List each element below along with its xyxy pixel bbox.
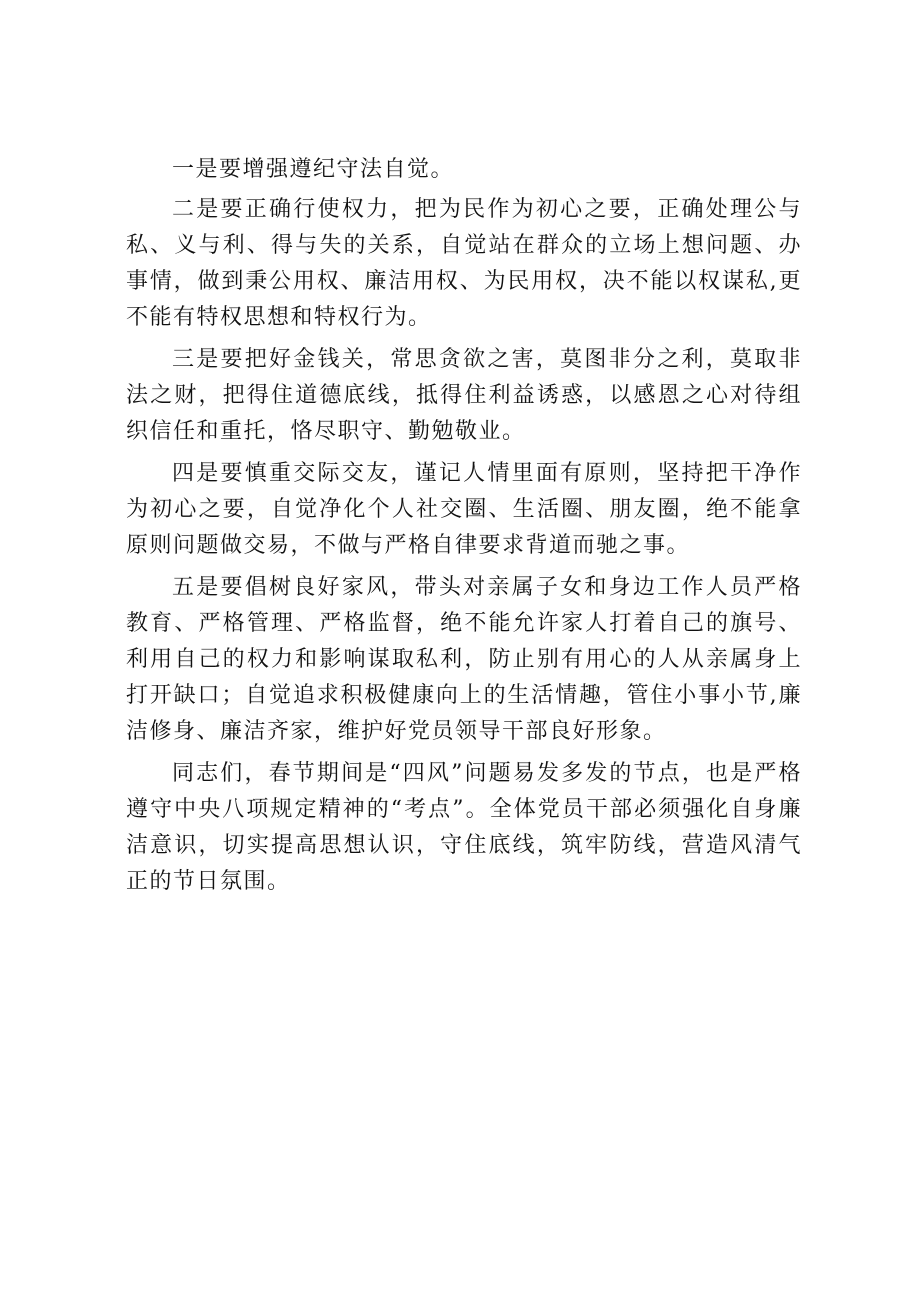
paragraph-6: 同志们，春节期间是“四风”问题易发多发的节点，也是严格遵守中央八项规定精神的“考点”。全体党员干部必须强化自身廉洁意识，切实提高思想认识，守住底线，筑牢防线，营造风清气正的节日氛围。 (126, 761, 802, 894)
paragraph-3: 三是要把好金钱关，常思贪欲之害，莫图非分之利，莫取非法之财，把得住道德底线，抵得住利益诱惑，以感恩之心对待组织信任和重托，恪尽职守、勤勉敬业。 (126, 347, 802, 444)
paragraph-2: 二是要正确行使权力，把为民作为初心之要，正确处理公与私、义与利、得与失的关系，自觉站在群众的立场上想问题、办事情，做到秉公用权、廉洁用权、为民用权，决不能以权谋私,更不能有特权思想和特权行为。 (126, 197, 802, 330)
paragraph-1: 一是要增强遵纪守法自觉。 (172, 157, 455, 182)
document-body (126, 152, 802, 906)
paragraph-4: 四是要慎重交际交友，谨记人情里面有原则，坚持把干净作为初心之要，自觉净化个人社交圈、生活圈、朋友圈，绝不能拿原则问题做交易，不做与严格自律要求背道而驰之事。 (126, 461, 802, 558)
paragraph-5: 五是要倡树良好家风，带头对亲属子女和身边工作人员严格教育、严格管理、严格监督，绝不能允许家人打着自己的旗号、利用自己的权力和影响谋取私利，防止别有用心的人从亲属身上打开缺口；自觉追求积极健康向上的生活情趣，管住小事小节,廉洁修身、廉洁齐家，维护好党员领导干部良好形象。 (126, 575, 802, 744)
